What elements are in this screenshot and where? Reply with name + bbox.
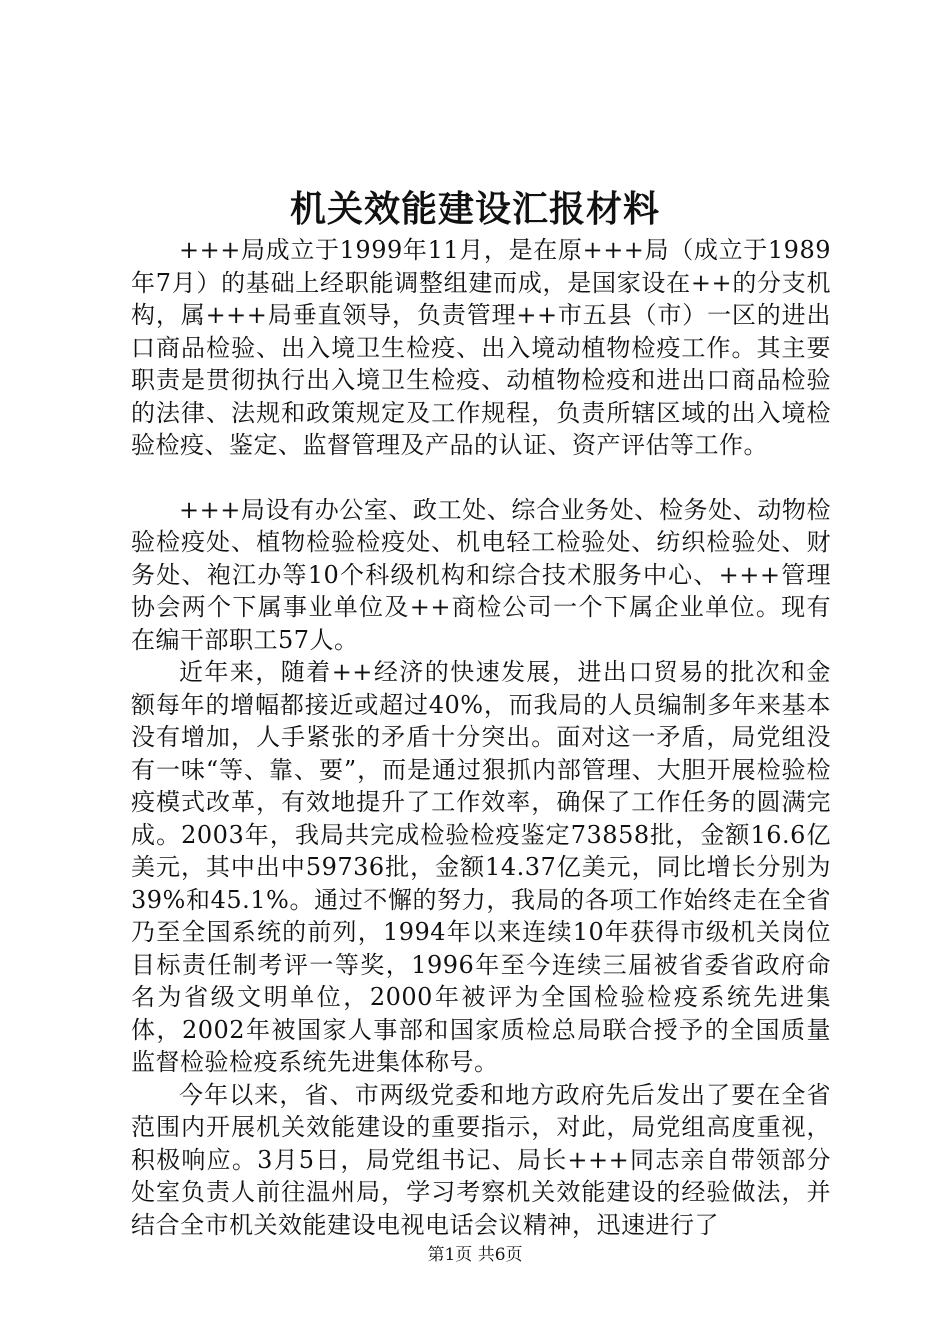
paragraph-2: +++局设有办公室、政工处、综合业务处、检务处、动物检验检疫处、植物检验检疫处、机电轻工检验处、纺织检验处、财务处、袍江办等10个科级机构和综合技术服务中心、+++管理协会两个下属事业单位及++商检公司一个下属企业单位。现有在编干部职工57人。 [131, 495, 831, 654]
paragraph-1: +++局成立于1999年11月，是在原+++局（成立于1989年7月）的基础上经职能调整组建而成，是国家设在++的分支机构，属+++局垂直领导，负责管理++市五县（市）一区的进出口商品检验、出入境卫生检疫、出入境动植物检疫工作。其主要职责是贯彻执行出入境卫生检疫、动植物检疫和进出口商品检验的法律、法规和政策规定及工作规程，负责所辖区域的出入境检验检疫、鉴定、监督管理及产品的认证、资产评估等工作。 [131, 236, 831, 459]
document-title: 机关效能建设汇报材料 [289, 188, 660, 230]
document-body [131, 234, 831, 1241]
page-footer: 第1页 共6页 [427, 1245, 523, 1265]
paragraph-3: 近年来，随着++经济的快速发展，进出口贸易的批次和金额每年的增幅都接近或超过40%，而我局的人员编制多年来基本没有增加，人手紧张的矛盾十分突出。面对这一矛盾，局党组没有一味“等、靠、要”，而是通过狠抓内部管理、大胆开展检验检疫模式改革，有效地提升了工作效率，确保了工作任务的圆满完成。2003年，我局共完成检验检疫鉴定73858批，金额16.6亿美元，其中出中59736批，金额14.37亿美元，同比增长分别为39%和45.1%。通过不懈的努力，我局的各项工作始终走在全省乃至全国系统的前列，1994年以来连续10年获得市级机关岗位目标责任制考评一等奖，1996年至今连续三届被省委省政府命名为省级文明单位，2000年被评为全国检验检疫系统先进集体，2002年被国家人事部和国家质检总局联合授予的全国质量监督检验检疫系统先进集体称号。 [131, 658, 831, 1076]
paragraph-4: 今年以来，省、市两级党委和地方政府先后发出了要在全省范围内开展机关效能建设的重要指示，对此，局党组高度重视，积极响应。3月5日，局党组书记、局长+++同志亲自带领部分处室负责人前往温州局，学习考察机关效能建设的经验做法，并结合全市机关效能建设电视电话会议精神，迅速进行了 [131, 1080, 831, 1239]
